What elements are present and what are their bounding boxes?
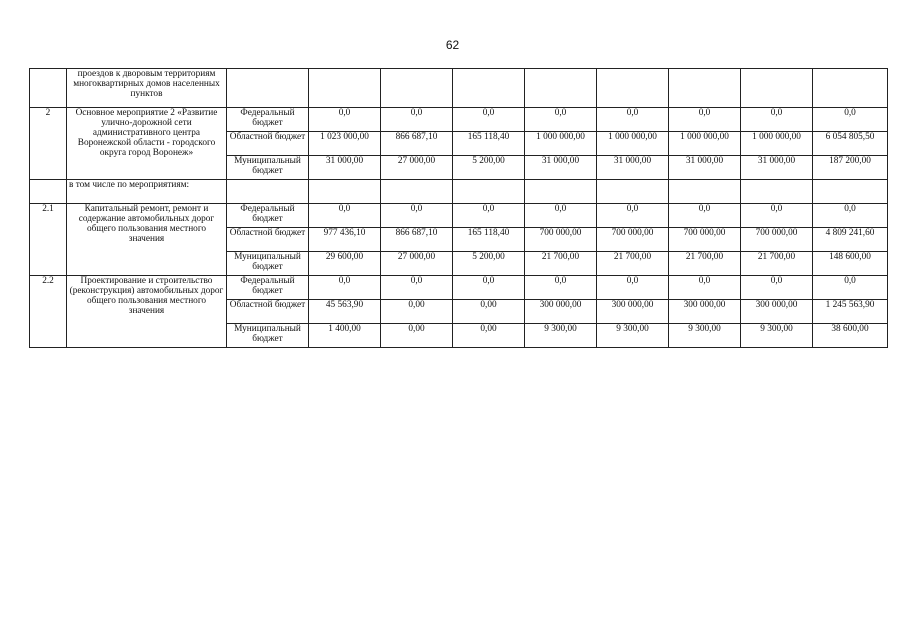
- year-value: 27 000,00: [381, 252, 453, 276]
- subheader-label: в том числе по мероприятиям:: [67, 180, 227, 204]
- measure-title-continued: проездов к дворовым территориям многоквартирных домов населенных пунктов: [67, 69, 227, 108]
- total-value: 1 245 563,90: [813, 300, 888, 324]
- value-cell: [813, 69, 888, 108]
- total-value: 6 054 805,50: [813, 132, 888, 156]
- value-cell: [525, 69, 597, 108]
- budget-table: [29, 68, 888, 348]
- total-value: 148 600,00: [813, 252, 888, 276]
- empty-cell: [381, 180, 453, 204]
- year-value: 1 000 000,00: [741, 132, 813, 156]
- year-value: 0,0: [453, 108, 525, 132]
- value-cell: [381, 69, 453, 108]
- year-value: 1 400,00: [309, 324, 381, 348]
- year-value: 700 000,00: [525, 228, 597, 252]
- year-value: 0,00: [381, 324, 453, 348]
- measure-number: 2: [30, 108, 67, 180]
- year-value: 700 000,00: [741, 228, 813, 252]
- year-value: 0,00: [453, 300, 525, 324]
- year-value: 0,0: [453, 276, 525, 300]
- year-value: 0,0: [597, 108, 669, 132]
- budget-source-label: Муниципальный бюджет: [227, 324, 309, 348]
- year-value: 977 436,10: [309, 228, 381, 252]
- year-value: 31 000,00: [669, 156, 741, 180]
- year-value: 21 700,00: [525, 252, 597, 276]
- table-row: [30, 69, 888, 108]
- budget-source-label: Муниципальный бюджет: [227, 252, 309, 276]
- year-value: 31 000,00: [741, 156, 813, 180]
- total-value: 0,0: [813, 204, 888, 228]
- year-value: 9 300,00: [741, 324, 813, 348]
- year-value: 9 300,00: [525, 324, 597, 348]
- year-value: 0,0: [525, 204, 597, 228]
- value-cell: [597, 69, 669, 108]
- year-value: 0,0: [669, 276, 741, 300]
- budget-source-label: Областной бюджет: [227, 228, 309, 252]
- year-value: 866 687,10: [381, 228, 453, 252]
- year-value: 31 000,00: [597, 156, 669, 180]
- year-value: 0,0: [669, 108, 741, 132]
- number-cell: [30, 180, 67, 204]
- budget-source-label: Областной бюджет: [227, 132, 309, 156]
- year-value: 0,0: [453, 204, 525, 228]
- year-value: 21 700,00: [597, 252, 669, 276]
- year-value: 0,0: [741, 276, 813, 300]
- year-value: 5 200,00: [453, 156, 525, 180]
- table-body: [30, 69, 888, 348]
- year-value: 45 563,90: [309, 300, 381, 324]
- year-value: 5 200,00: [453, 252, 525, 276]
- measure-title: Проектирование и строительство (реконструкция) автомобильных дорог общего пользования местного значения: [67, 276, 227, 348]
- year-value: 0,00: [381, 300, 453, 324]
- year-value: 0,0: [309, 276, 381, 300]
- year-value: 0,0: [381, 276, 453, 300]
- total-value: 0,0: [813, 108, 888, 132]
- source-cell: [227, 69, 309, 108]
- year-value: 0,0: [309, 204, 381, 228]
- year-value: 0,0: [525, 108, 597, 132]
- year-value: 21 700,00: [669, 252, 741, 276]
- year-value: 0,0: [309, 108, 381, 132]
- year-value: 1 000 000,00: [597, 132, 669, 156]
- year-value: 29 600,00: [309, 252, 381, 276]
- subheader-row: [30, 180, 888, 204]
- budget-source-label: Муниципальный бюджет: [227, 156, 309, 180]
- total-value: 187 200,00: [813, 156, 888, 180]
- page-number: 62: [445, 38, 460, 52]
- number-cell: [30, 69, 67, 108]
- year-value: 0,00: [453, 324, 525, 348]
- year-value: 0,0: [669, 204, 741, 228]
- table-row: [30, 108, 888, 132]
- budget-source-label: Федеральный бюджет: [227, 276, 309, 300]
- year-value: 27 000,00: [381, 156, 453, 180]
- year-value: 700 000,00: [669, 228, 741, 252]
- empty-cell: [227, 180, 309, 204]
- value-cell: [453, 69, 525, 108]
- empty-cell: [525, 180, 597, 204]
- total-value: 38 600,00: [813, 324, 888, 348]
- empty-cell: [813, 180, 888, 204]
- year-value: 21 700,00: [741, 252, 813, 276]
- year-value: 165 118,40: [453, 132, 525, 156]
- measure-title: Капитальный ремонт, ремонт и содержание автомобильных дорог общего пользования местного значения: [67, 204, 227, 276]
- year-value: 165 118,40: [453, 228, 525, 252]
- measure-number: 2.2: [30, 276, 67, 348]
- year-value: 0,0: [525, 276, 597, 300]
- year-value: 31 000,00: [309, 156, 381, 180]
- total-value: 0,0: [813, 276, 888, 300]
- year-value: 300 000,00: [525, 300, 597, 324]
- table-row: [30, 276, 888, 300]
- year-value: 9 300,00: [669, 324, 741, 348]
- measure-number: 2.1: [30, 204, 67, 276]
- total-value: 4 809 241,60: [813, 228, 888, 252]
- budget-source-label: Федеральный бюджет: [227, 108, 309, 132]
- year-value: 0,0: [597, 276, 669, 300]
- year-value: 1 000 000,00: [525, 132, 597, 156]
- table-row: [30, 204, 888, 228]
- year-value: 0,0: [741, 108, 813, 132]
- value-cell: [741, 69, 813, 108]
- empty-cell: [309, 180, 381, 204]
- year-value: 0,0: [381, 108, 453, 132]
- year-value: 300 000,00: [741, 300, 813, 324]
- year-value: 0,0: [381, 204, 453, 228]
- empty-cell: [453, 180, 525, 204]
- year-value: 300 000,00: [669, 300, 741, 324]
- empty-cell: [597, 180, 669, 204]
- year-value: 1 000 000,00: [669, 132, 741, 156]
- measure-title: Основное мероприятие 2 «Развитие улично-дорожной сети административного центра Воронежской области - городского округа город Воронеж»: [67, 108, 227, 180]
- year-value: 700 000,00: [597, 228, 669, 252]
- empty-cell: [669, 180, 741, 204]
- year-value: 300 000,00: [597, 300, 669, 324]
- year-value: 31 000,00: [525, 156, 597, 180]
- year-value: 866 687,10: [381, 132, 453, 156]
- year-value: 9 300,00: [597, 324, 669, 348]
- year-value: 0,0: [597, 204, 669, 228]
- year-value: 1 023 000,00: [309, 132, 381, 156]
- empty-cell: [741, 180, 813, 204]
- value-cell: [669, 69, 741, 108]
- value-cell: [309, 69, 381, 108]
- budget-source-label: Областной бюджет: [227, 300, 309, 324]
- budget-source-label: Федеральный бюджет: [227, 204, 309, 228]
- year-value: 0,0: [741, 204, 813, 228]
